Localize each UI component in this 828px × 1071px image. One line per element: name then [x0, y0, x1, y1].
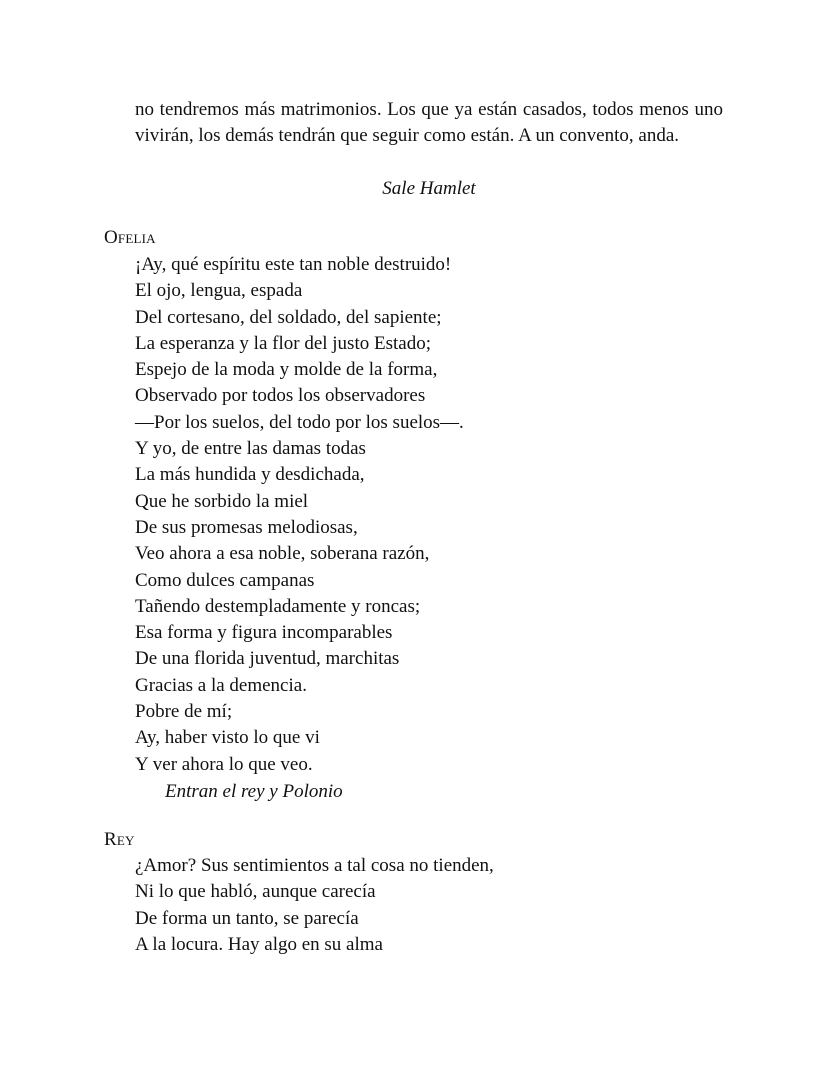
verse-line: ¡Ay, qué espíritu este tan noble destruido!	[135, 254, 452, 275]
verse-line: Esa forma y figura incomparables	[135, 622, 393, 644]
verse-block-ofelia	[135, 252, 464, 778]
verse-line: Como dulces campanas	[135, 569, 315, 591]
verse-line: La esperanza y la flor del justo Estado;	[135, 332, 431, 354]
speaker-name-rey: Rey	[104, 829, 135, 850]
speaker-name-ofelia: Ofelia	[104, 227, 156, 248]
verse-line: Ni lo que habló, aunque carecía	[135, 881, 376, 903]
verse-line: Ay, haber visto lo que vi	[135, 727, 320, 749]
prose-paragraph: no tendremos más matrimonios. Los que ya están casados, todos menos uno vivirán, los demás tendrán que seguir como están. A un convento, anda.	[135, 99, 723, 146]
verse-line: De sus promesas melodiosas,	[135, 516, 358, 538]
verse-line: Y yo, de entre las damas todas	[135, 438, 366, 460]
verse-line: Veo ahora a esa noble, soberana razón,	[135, 543, 430, 565]
verse-line: De forma un tanto, se parecía	[135, 907, 359, 929]
stage-direction-exit: Sale Hamlet	[382, 178, 476, 199]
verse-line: Espejo de la moda y molde de la forma,	[135, 359, 438, 381]
verse-line: El ojo, lengua, espada	[135, 280, 303, 302]
verse-line: Observado por todos los observadores	[135, 385, 426, 407]
verse-line: Tañendo destempladamente y roncas;	[135, 595, 421, 617]
verse-line: Del cortesano, del soldado, del sapiente;	[135, 306, 442, 328]
verse-line: Pobre de mí;	[135, 701, 233, 723]
verse-block-rey	[135, 853, 494, 958]
verse-line: Y ver ahora lo que veo.	[135, 753, 313, 775]
verse-line: ¿Amor? Sus sentimientos a tal cosa no tienden,	[135, 855, 494, 876]
verse-line: Gracias a la demencia.	[135, 674, 307, 696]
verse-line: —Por los suelos, del todo por los suelos—.	[135, 411, 464, 433]
verse-line: Que he sorbido la miel	[135, 490, 309, 512]
verse-line: La más hundida y desdichada,	[135, 464, 365, 486]
verse-line: A la locura. Hay algo en su alma	[135, 933, 383, 955]
stage-direction-enter: Entran el rey y Polonio	[165, 781, 343, 802]
verse-line: De una florida juventud, marchitas	[135, 648, 400, 670]
